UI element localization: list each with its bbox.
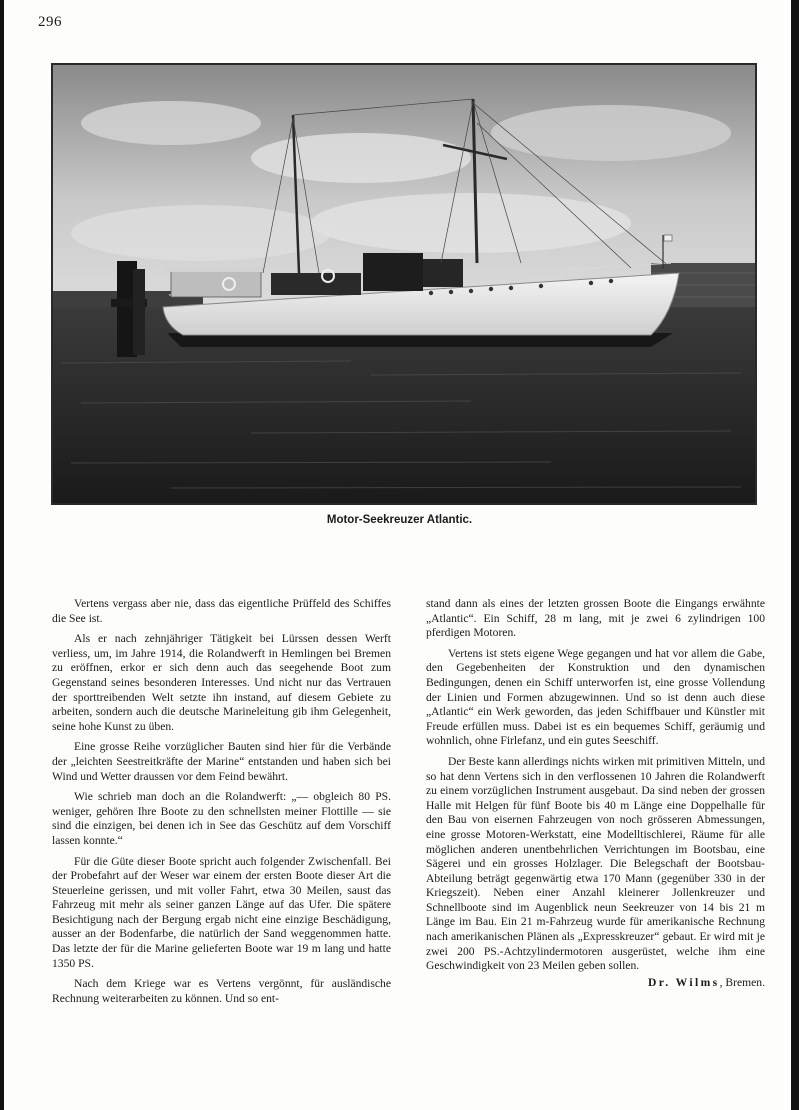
paragraph: Vertens vergass aber nie, dass das eigentliche Prüffeld des Schiffes die See ist.: [52, 597, 391, 625]
paragraph: Der Beste kann allerdings nichts wirken mit primitiven Mitteln, und so hat denn Vertens sich in den verflossenen 10 Jahren die Rolandwerft zu einem vorzüglichen Instrument ausgebaut. Da sind neben der grossen Halle mit Helgen für fünf Boote bis 40 m Länge eine Doppelhalle für den Bau von eisernen Fahrzeugen von noch grösseren Abmessungen, eine grosse Motoren-Werkstatt, eine Modelltischlerei, Räume für alle möglichen anderen unentbehrlichen Verrichtungen im Bootsbau, eine Sägerei und ein grosses Holzlager. Die Belegschaft der Bootsbau-Abteilung beträgt gegenwärtig etwa 170 Mann (gegenüber 330 in der Kriegszeit). Neben einer Anzahl kleinerer Jollenkreuzer und Schnellboote sind im Augenblick neun Seekreuzer von 14 bis 21 m Länge im Bau. Ein 21 m-Fahrzeug wurde für amerikanische Rechnung nach amerikanischen Plänen als „Expresskreuzer“ gebaut. Er wird mit je zwei 200 PS.-Achtzylindermotoren ausgerüstet, welche ihm eine Geschwindigkeit von 23 Meilen geben sollen.: [426, 754, 765, 973]
author-signature: [426, 976, 765, 991]
author-name: Dr. Wilms: [647, 975, 720, 989]
paragraph: Als er nach zehnjähriger Tätigkeit bei Lürssen dessen Werft verliess, um, im Jahre 1914, die Rolandwerft in Hemlingen bei Bremen zu eröffnen, erkor er sich denn auch das seegehende Boot zum Gegenstand seines besonderen Interesses. Und nicht nur das Vertrauen der sporttreibenden Welt setzte ihn instand, auf diesem Gebiete zu arbeiten, sondern auch die deutsche Marineleitung gib ihm Gelegenheit, seine hohe Kunst zu üben.: [52, 632, 391, 733]
paragraph: Für die Güte dieser Boote spricht auch folgender Zwischenfall. Bei der Probefahrt auf der Weser war einem der ersten Boote dieser Art die Steuerleine gerissen, und mit voller Fahrt, etwa 30 Meilen, saust das Fahrzeug mit mehr als seiner ganzen Länge auf das Ufer. Die spätere Besichtigung nach der Bergung ergab nicht eine einzige Beschädigung, ausser an der Bodenfarbe, die natürlich der Sand weggenommen hatte. Das letzte der für die Marine gelieferten Boote war 19 m lang und hatte 1350 PS.: [52, 854, 391, 970]
paragraph: Wie schrieb man doch an die Rolandwerft: „— obgleich 80 PS. weniger, gehören Ihre Boote zu den schnellsten meiner Flottille — sie sind die einzigen, bei denen ich in See das Geschütz auf dem Vorschiff lassen konnte.“: [52, 790, 391, 847]
paragraph: Vertens ist stets eigene Wege gegangen und hat vor allem die Gabe, den Gegebenheiten der Konstruktion und den dynamischen Bedingungen, denen ein Schiff unterworfen ist, eine grosse Vollendung der Linien und Formen abzugewinnen. Und so ist denn auch diese „Atlantic“ ein Werk geworden, das jeden Schiffbauer und Künstler mit Freude erfüllen muss. Dabei ist es ein bequemes Schiff, geräumig und wohnlich, ohne Firlefanz, und ein gutes Seeschiff.: [426, 646, 765, 748]
text-column-left: [52, 597, 391, 1006]
page-number: 296: [38, 14, 62, 30]
paragraph: stand dann als eines der letzten grossen Boote die Eingangs erwähnte „Atlantic“. Ein Schiff, 28 m lang, mit je zwei 6 zylindrigen 100 pferdigen Motoren.: [426, 597, 765, 640]
author-place: , Bremen.: [719, 975, 765, 989]
scan-edge-right: [791, 0, 799, 1110]
paragraph: Eine grosse Reihe vorzüglicher Bauten sind hier für die Verbände der „leichten Seestreitkräfte der Marine“ entstanden und haben sich bei Wind und Wetter draussen vor dem Feind bewährt.: [52, 740, 391, 783]
ship-photograph: [51, 63, 757, 505]
scan-edge-left: [0, 0, 4, 1110]
figure-caption: Motor-Seekreuzer Atlantic.: [326, 514, 473, 526]
paragraph: Nach dem Kriege war es Vertens vergönnt, für ausländische Rechnung weiterarbeiten zu können. Und so ent-: [52, 977, 391, 1005]
text-column-right: [426, 597, 765, 990]
